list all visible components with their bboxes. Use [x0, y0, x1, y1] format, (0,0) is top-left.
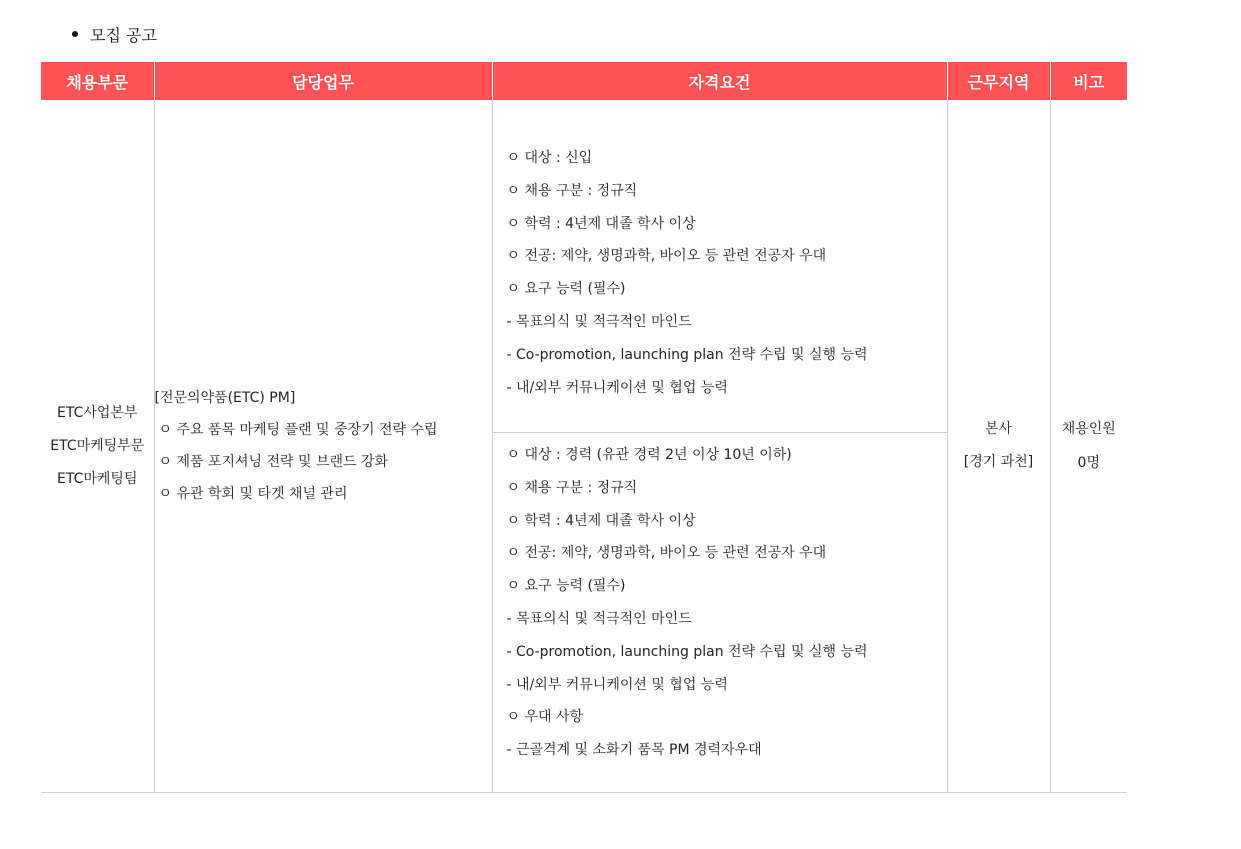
header-department: 채용부문: [41, 62, 154, 100]
qualification-line: - Co-promotion, launching plan 전략 수립 및 실행 능력: [506, 346, 868, 363]
table-header-row: [41, 62, 1127, 100]
table-row: [41, 100, 1127, 793]
qualification-line: - 내/외부 커뮤니케이션 및 협업 능력: [506, 379, 728, 396]
header-remarks: 비고: [1050, 62, 1127, 100]
department-line: ETC마케팅팀: [57, 470, 138, 487]
department-line: ETC사업본부: [57, 404, 138, 421]
recruitment-table: [41, 62, 1127, 793]
header-qualifications: 자격요건: [492, 62, 947, 100]
qualification-line: - 목표의식 및 적극적인 마인드: [506, 610, 692, 627]
department-line: ETC마케팅부문: [50, 437, 145, 454]
section-heading: [72, 22, 157, 46]
qualification-line: ㅇ 전공: 제약, 생명과학, 바이오 등 관련 전공자 우대: [506, 248, 827, 265]
qualification-line: - 목표의식 및 적극적인 마인드: [506, 313, 692, 330]
remarks-line: 0명: [1077, 455, 1100, 471]
qualification-newgrad: [493, 100, 947, 433]
duty-item: ㅇ 제품 포지셔닝 전략 및 브랜드 강화: [158, 454, 389, 470]
remarks-cell: [1050, 100, 1127, 793]
duty-item: ㅇ 유관 학회 및 타겟 채널 관리: [158, 486, 348, 502]
qualification-line: ㅇ 채용 구분 : 정규직: [506, 479, 638, 496]
qualification-line: ㅇ 대상 : 신입: [506, 150, 593, 166]
duty-item: ㅇ 주요 품목 마케팅 플랜 및 중장기 전략 수립: [158, 422, 438, 438]
location-line: 본사: [984, 421, 1013, 437]
qualification-line: ㅇ 학력 : 4년제 대졸 학사 이상: [506, 512, 696, 529]
bullet-icon: [72, 31, 78, 37]
qualification-line: ㅇ 요구 능력 (필수): [506, 281, 626, 298]
remarks-line: 채용인원: [1061, 421, 1116, 437]
qualification-line: ㅇ 요구 능력 (필수): [506, 578, 626, 595]
location-line: [경기 과천]: [963, 454, 1034, 470]
department-cell: [41, 100, 154, 793]
qualification-line: ㅇ 전공: 제약, 생명과학, 바이오 등 관련 전공자 우대: [506, 545, 827, 562]
header-location: 근무지역: [947, 62, 1050, 100]
location-cell: [947, 100, 1050, 793]
qualification-line: - 내/외부 커뮤니케이션 및 협업 능력: [506, 676, 728, 693]
duties-title: [전문의약품(ETC) PM]: [154, 390, 296, 406]
qualification-experienced: [493, 433, 947, 792]
qualification-line: ㅇ 채용 구분 : 정규직: [506, 182, 638, 199]
duties-cell: [154, 100, 492, 793]
qualification-line: ㅇ 대상 : 경력 (유관 경력 2년 이상 10년 이하): [506, 447, 792, 463]
qualification-line: - 근골격계 및 소화기 품목 PM 경력자우대: [506, 742, 762, 759]
qualifications-cell: [492, 100, 947, 793]
header-duties: 담당업무: [154, 62, 492, 100]
qualification-line: ㅇ 우대 사항: [506, 709, 584, 726]
qualification-line: ㅇ 학력 : 4년제 대졸 학사 이상: [506, 215, 696, 232]
section-title: 모집 공고: [90, 25, 157, 45]
qualification-line: - Co-promotion, launching plan 전략 수립 및 실행 능력: [506, 643, 868, 660]
